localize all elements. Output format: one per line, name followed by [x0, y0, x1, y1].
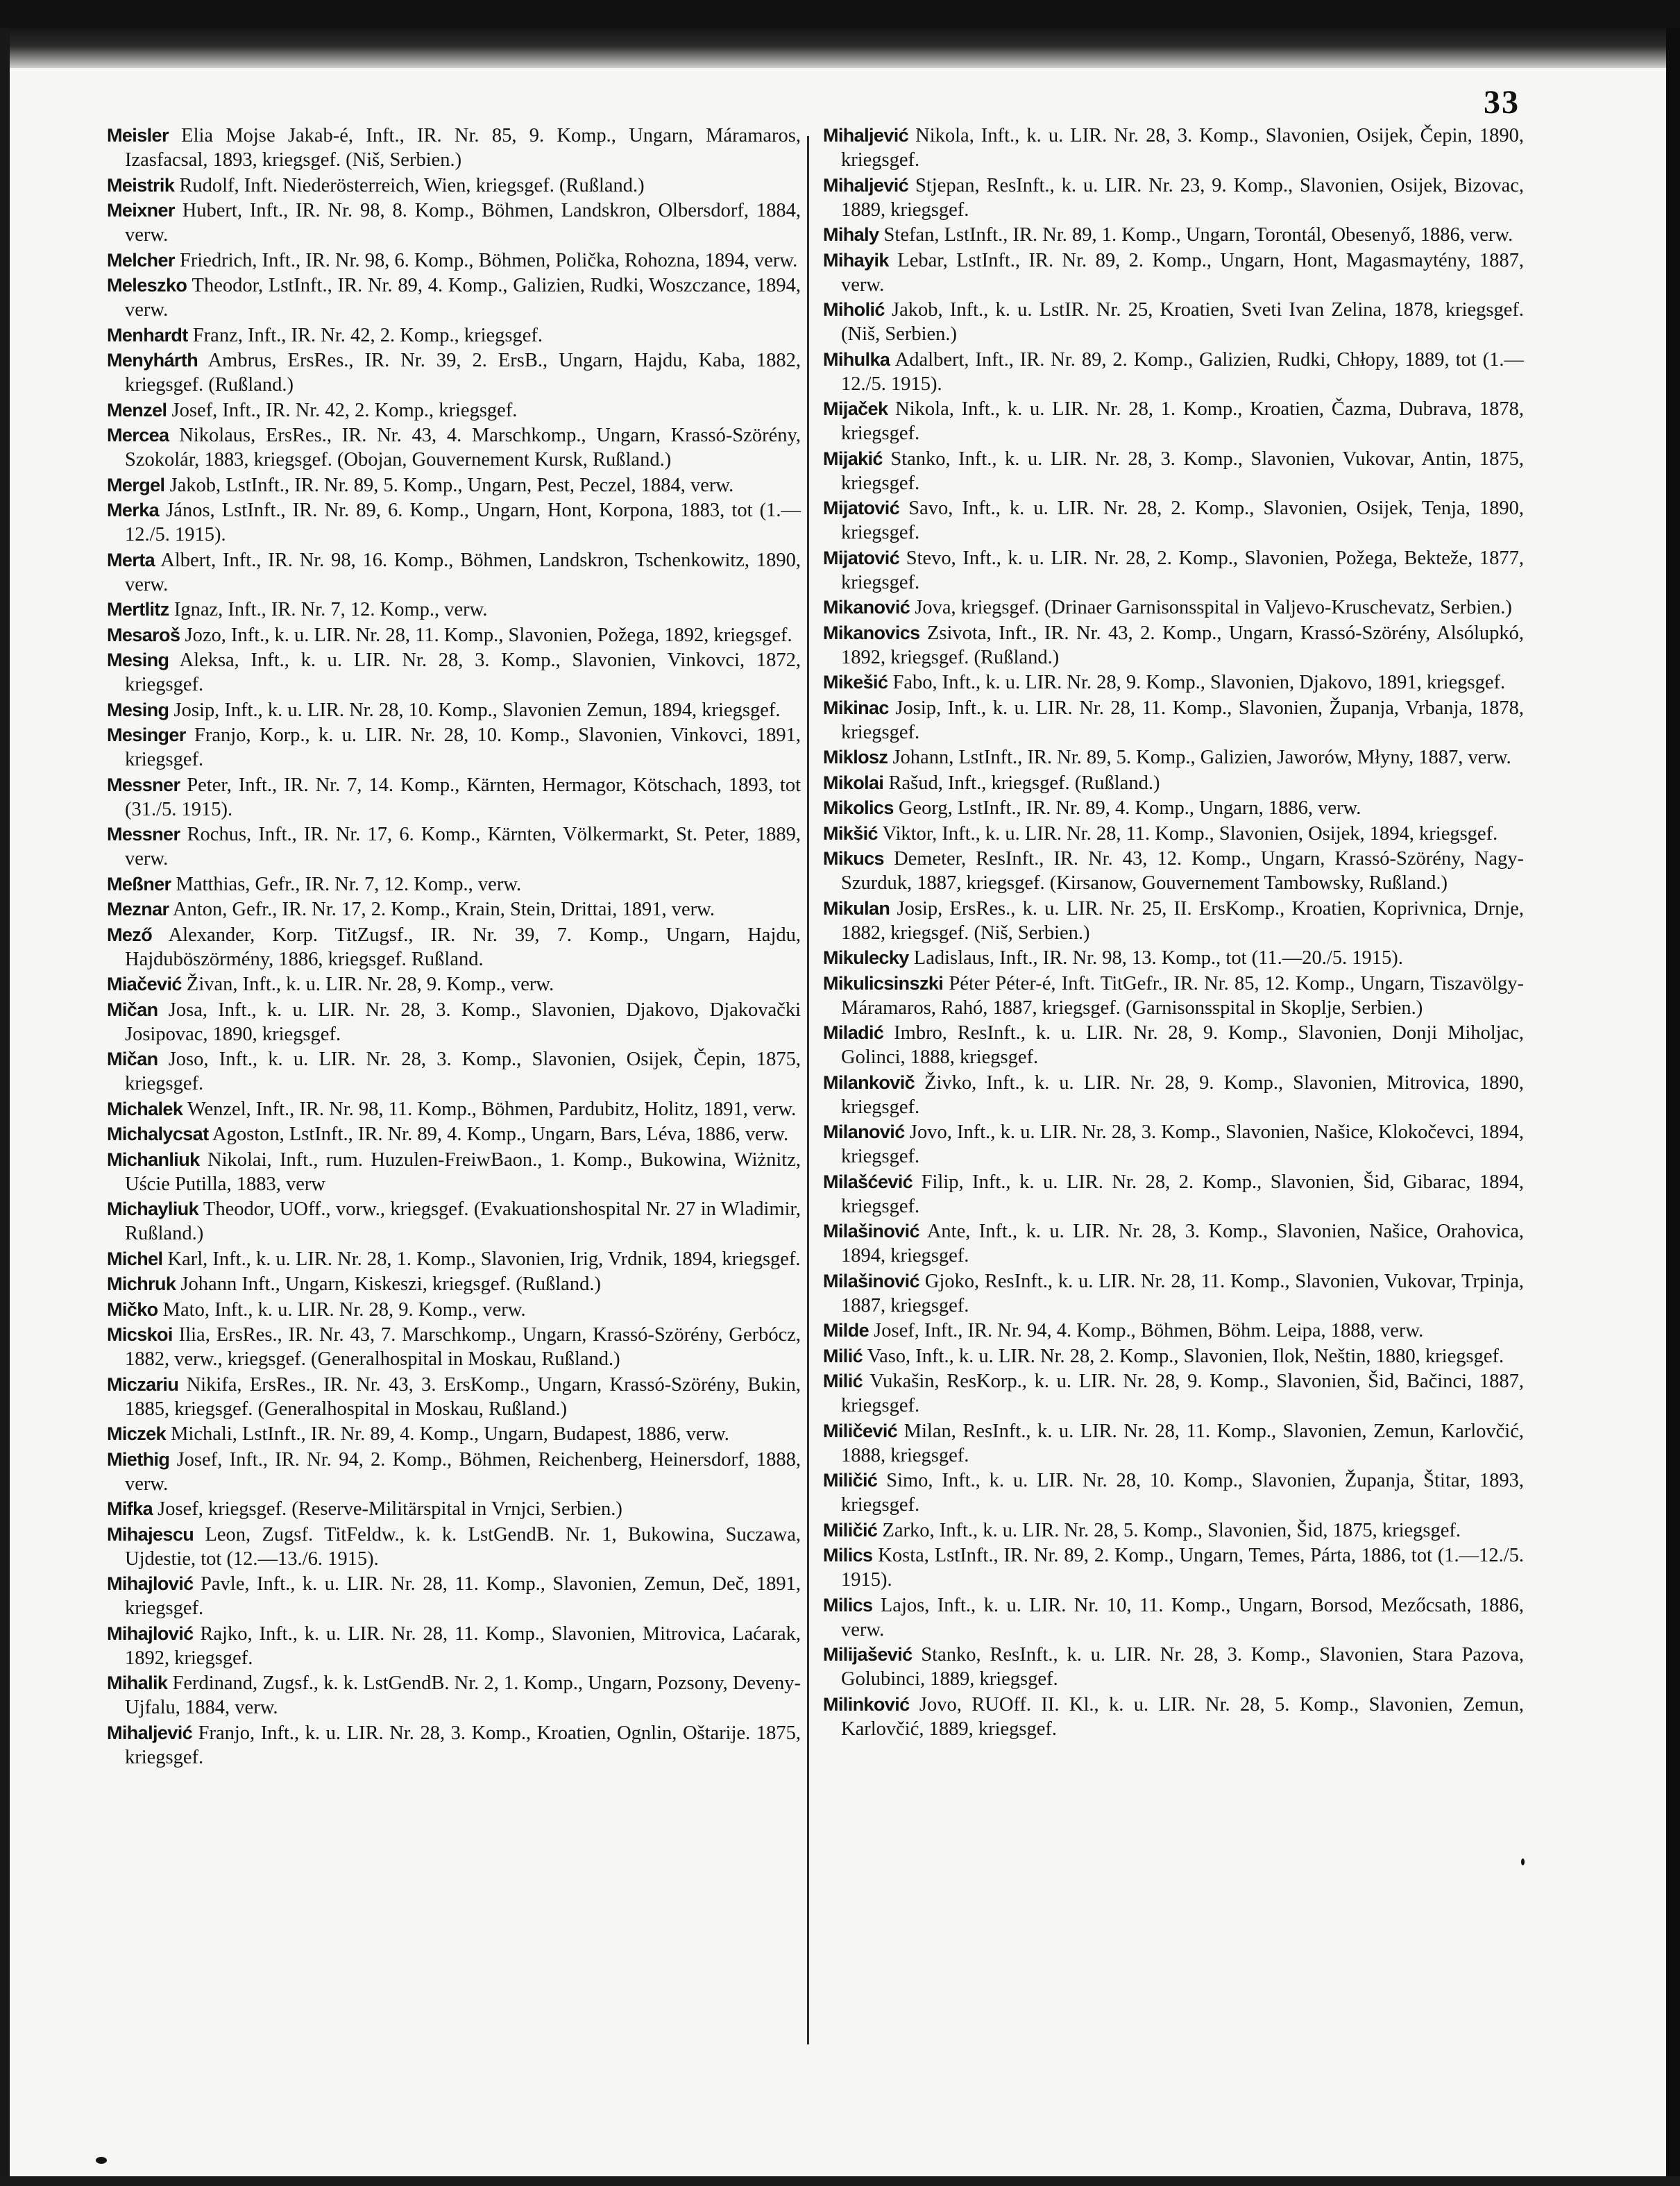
entry-details: Jovo, RUOff. II. Kl., k. u. LIR. Nr. 28, 5. Komp., Slavonien, Zemun, Karlovčić, 1889, kriegsgef. — [841, 1693, 1524, 1740]
entry-surname: Mesing — [107, 699, 169, 720]
register-entry — [107, 1622, 801, 1670]
entry-surname: Mikulecky — [823, 947, 909, 968]
entry-details: Nikola, Inft., k. u. LIR. Nr. 28, 3. Komp., Slavonien, Osijek, Čepin, 1890, kriegsgef. — [841, 125, 1524, 171]
entry-details: Michali, LstInft., IR. Nr. 89, 4. Komp., Ungarn, Budapest, 1886, verw. — [171, 1423, 729, 1445]
entry-details: Stanko, Inft., k. u. LIR. Nr. 28, 3. Komp., Slavonien, Vukovar, Antin, 1875, kriegsgef. — [841, 448, 1525, 494]
register-entry — [107, 1373, 801, 1421]
entry-details: Vukašin, ResKorp., k. u. LIR. Nr. 28, 9. Komp., Slavonien, Šid, Bačinci, 1887, kriegsgef. — [841, 1371, 1524, 1416]
register-entry — [823, 546, 1524, 595]
entry-surname: Meixner — [107, 200, 175, 221]
register-entry — [107, 1497, 801, 1521]
entry-surname: Mihalik — [107, 1672, 168, 1693]
entry-details: Rochus, Inft., IR. Nr. 17, 6. Komp., Kärnten, Völkermarkt, St. Peter, 1889, verw. — [125, 824, 801, 870]
register-entry — [107, 1197, 801, 1246]
entry-details: Ilia, ErsRes., IR. Nr. 43, 7. Marschkomp., Ungarn, Krassó-Szörény, Gerbócz, 1882, verw., kriegsgef. (Generalhospital in Moskau, Rußland.) — [125, 1324, 801, 1370]
entry-surname: Michruk — [107, 1273, 176, 1294]
register-entry — [823, 1269, 1524, 1318]
entry-surname: Mesinger — [107, 725, 186, 745]
register-entry — [823, 298, 1524, 346]
entry-surname: Mergel — [107, 474, 165, 495]
entry-surname: Michel — [107, 1248, 163, 1269]
entry-details: Elia Mojse Jakab-é, Inft., IR. Nr. 85, 9. Komp., Ungarn, Máramaros, Izasfacsal, 1893, kriegsgef. (Niš, Serbien.) — [125, 125, 801, 171]
register-entry — [823, 1120, 1524, 1169]
entry-details: Franjo, Korp., k. u. LIR. Nr. 28, 10. Komp., Slavonien, Vinkovci, 1891, kriegsgef. — [125, 725, 801, 770]
entry-details: Stevo, Inft., k. u. LIR. Nr. 28, 2. Komp., Slavonien, Požega, Bekteže, 1877, kriegsgef. — [841, 547, 1525, 593]
register-entry — [107, 1323, 801, 1371]
register-entry — [823, 897, 1524, 945]
register-entry — [107, 124, 801, 172]
entry-details: Theodor, LstInft., IR. Nr. 89, 4. Komp., Galizien, Rudki, Woszczance, 1894, verw. — [125, 275, 801, 321]
entry-surname: Miladić — [823, 1022, 884, 1043]
entry-surname: Mikanović — [823, 597, 910, 618]
entry-surname: Milanović — [823, 1121, 905, 1142]
entry-surname: Mező — [107, 924, 153, 945]
entry-details: Johann, LstInft., IR. Nr. 89, 5. Komp., Galizien, Jaworów, Młyny, 1887, verw. — [892, 747, 1511, 768]
entry-details: Joso, Inft., k. u. LIR. Nr. 28, 3. Komp., Slavonien, Osijek, Čepin, 1875, kriegsgef. — [125, 1049, 801, 1094]
entry-surname: Mikolai — [823, 772, 884, 793]
entry-surname: Michanliuk — [107, 1149, 200, 1170]
scan-speck — [1521, 1858, 1525, 1865]
entry-details: Demeter, ResInft., IR. Nr. 43, 12. Komp., Ungarn, Krassó-Szörény, Nagy-Szurduk, 1887, kriegsgef. (Kirsanow, Gouvernement Tambowsky, Rußland.) — [841, 848, 1525, 894]
register-entry — [107, 1272, 801, 1296]
register-entry — [823, 1219, 1524, 1268]
entry-details: Simo, Inft., k. u. LIR. Nr. 28, 10. Komp., Slavonien, Županja, Štitar, 1893, kriegsgef. — [841, 1470, 1524, 1516]
register-entry — [823, 447, 1524, 495]
entry-details: Adalbert, Inft., IR. Nr. 89, 2. Komp., Galizien, Rudki, Chłopy, 1889, tot (1.—12./5. 1915). — [841, 348, 1524, 395]
register-entry — [823, 1518, 1524, 1543]
register-entry — [107, 1047, 801, 1096]
entry-details: Josip, ErsRes., k. u. LIR. Nr. 25, II. ErsKomp., Kroatien, Koprivnica, Drnje, 1882, kriegsgef. (Niš, Serbien.) — [841, 897, 1525, 944]
register-entry — [823, 822, 1524, 846]
register-entry — [107, 822, 801, 871]
register-entry — [107, 273, 801, 322]
entry-details: Albert, Inft., IR. Nr. 98, 16. Komp., Böhmen, Landskron, Tschenkowitz, 1890, verw. — [125, 549, 801, 595]
scan-speck — [96, 2157, 107, 2164]
entry-surname: Mihaljević — [823, 174, 909, 196]
register-entry — [823, 223, 1524, 247]
entry-surname: Mikulicsinszki — [823, 972, 944, 994]
entry-surname: Michalek — [107, 1098, 183, 1119]
entry-surname: Milinković — [823, 1693, 910, 1715]
entry-surname: Mihayik — [823, 249, 889, 271]
entry-surname: Mikolics — [823, 797, 894, 818]
entry-surname: Meleszko — [107, 275, 187, 296]
entry-details: Alexander, Korp. TitZugsf., IR. Nr. 39, 7. Komp., Ungarn, Hajdu, Hajduböszörmény, 1886, kriegsgef. Rußland. — [125, 924, 801, 970]
entry-details: Zarko, Inft., k. u. LIR. Nr. 28, 5. Komp., Slavonien, Šid, 1875, kriegsgef. — [882, 1519, 1461, 1541]
entry-surname: Miličić — [823, 1470, 878, 1491]
register-entry — [107, 623, 801, 647]
entry-details: Hubert, Inft., IR. Nr. 98, 8. Komp., Böhmen, Landskron, Olbersdorf, 1884, verw. — [125, 200, 801, 246]
entry-details: Rudolf, Inft. Niederösterreich, Wien, kriegsgef. (Rußland.) — [179, 174, 645, 196]
entry-details: Leon, Zugsf. TitFeldw., k. k. LstGendB. Nr. 1, Bukowina, Suczawa, Ujdestie, tot (12.—13./6. 1915). — [125, 1523, 801, 1570]
register-entry — [107, 648, 801, 697]
entry-surname: Micskoi — [107, 1324, 173, 1345]
entry-surname: Mesing — [107, 650, 169, 670]
register-entry — [107, 773, 801, 822]
register-entry — [107, 698, 801, 722]
register-entry — [823, 771, 1524, 795]
entry-details: Ladislaus, Inft., IR. Nr. 98, 13. Komp., tot (11.—20./5. 1915). — [913, 947, 1403, 969]
entry-surname: Milde — [823, 1320, 869, 1341]
register-entry — [823, 1693, 1524, 1741]
register-entry — [823, 972, 1524, 1020]
register-entry — [823, 946, 1524, 970]
register-entry — [107, 248, 801, 273]
entry-surname: Mihajlović — [107, 1573, 194, 1594]
register-entry — [823, 173, 1524, 222]
register-entry — [107, 473, 801, 498]
entry-surname: Mikšić — [823, 822, 878, 844]
register-entry — [107, 498, 801, 547]
entry-surname: Michalycsat — [107, 1124, 209, 1144]
entry-details: Josef, Inft., IR. Nr. 94, 4. Komp., Böhmen, Böhm. Leipa, 1888, verw. — [874, 1320, 1424, 1341]
entry-surname: Milašinović — [823, 1270, 919, 1291]
entry-surname: Mihajescu — [107, 1523, 194, 1545]
entry-details: Milan, ResInft., k. u. LIR. Nr. 28, 11. Komp., Slavonien, Zemun, Karlovčić, 1888, kriegsgef. — [841, 1420, 1524, 1466]
entry-details: Savo, Inft., k. u. LIR. Nr. 28, 2. Komp., Slavonien, Osijek, Tenja, 1890, kriegsgef. — [841, 498, 1525, 543]
entry-surname: Mikucs — [823, 848, 884, 869]
register-entry — [107, 423, 801, 472]
right-column — [823, 124, 1524, 1742]
register-entry — [823, 745, 1524, 770]
register-entry — [107, 598, 801, 622]
entry-surname: Mihaljević — [823, 125, 909, 146]
entry-surname: Mercea — [107, 425, 169, 446]
entry-details: Zsivota, Inft., IR. Nr. 43, 2. Komp., Ungarn, Krassó-Szörény, Alsólupkó, 1892, kriegsgef. (Rußland.) — [841, 622, 1525, 668]
entry-surname: Meznar — [107, 899, 169, 920]
entry-details: Nikifa, ErsRes., IR. Nr. 43, 3. ErsKomp., Ungarn, Krassó-Szörény, Bukin, 1885, kriegsgef. (Generalhospital in Moskau, Rußland.) — [125, 1373, 801, 1420]
scan-right-edge — [1666, 28, 1680, 2186]
entry-details: Josef, Inft., IR. Nr. 94, 2. Komp., Böhmen, Reichenberg, Heinersdorf, 1888, verw. — [125, 1448, 801, 1495]
entry-details: Lajos, Inft., k. u. LIR. Nr. 10, 11. Komp., Ungarn, Borsod, Mezőcsath, 1886, verw. — [841, 1594, 1524, 1641]
register-entry — [107, 398, 801, 423]
entry-details: Stefan, LstInft., IR. Nr. 89, 1. Komp., Ungarn, Torontál, Obesenyő, 1886, verw. — [883, 224, 1513, 246]
entry-surname: Mijakić — [823, 448, 883, 469]
entry-surname: Michayliuk — [107, 1198, 199, 1219]
register-entry — [107, 348, 801, 397]
entry-details: Pavle, Inft., k. u. LIR. Nr. 28, 11. Komp., Slavonien, Zemun, Deč, 1891, kriegsgef. — [125, 1573, 801, 1619]
register-entry — [823, 1369, 1524, 1418]
entry-surname: Milics — [823, 1545, 873, 1566]
register-entry — [823, 595, 1524, 620]
entry-surname: Merka — [107, 500, 160, 520]
entry-details: Josef, kriegsgef. (Reserve-Militärspital in Vrnjci, Serbien.) — [158, 1498, 622, 1520]
entry-surname: Milics — [823, 1594, 873, 1616]
entry-surname: Mičko — [107, 1298, 158, 1320]
entry-surname: Miličić — [823, 1519, 878, 1541]
entry-details: Theodor, UOff., vorw., kriegsgef. (Evakuationshospital Nr. 27 in Wladimir, Rußland.) — [125, 1198, 801, 1244]
entry-details: Ferdinand, Zugsf., k. k. LstGendB. Nr. 2, 1. Komp., Ungarn, Pozsony, Deveny-Ujfalu, 1884, verw. — [125, 1672, 801, 1718]
entry-details: János, LstInft., IR. Nr. 89, 6. Komp., Ungarn, Hont, Korpona, 1883, tot (1.—12./5. 1915). — [125, 500, 801, 545]
entry-surname: Miličević — [823, 1420, 898, 1441]
entry-surname: Menyhárth — [107, 350, 198, 371]
entry-details: Živko, Inft., k. u. LIR. Nr. 28, 9. Komp., Slavonien, Mitrovica, 1890, kriegsgef. — [841, 1071, 1524, 1118]
register-entry — [823, 1344, 1524, 1369]
register-entry — [823, 1419, 1524, 1468]
entry-details: Franz, Inft., IR. Nr. 42, 2. Komp., kriegsgef. — [192, 324, 543, 346]
entry-surname: Messner — [107, 774, 180, 795]
entry-surname: Mikulan — [823, 897, 890, 919]
register-entry — [107, 1671, 801, 1720]
register-entry — [107, 1523, 801, 1571]
entry-details: Lebar, LstInft., IR. Nr. 89, 2. Komp., Ungarn, Hont, Magasmaytény, 1887, verw. — [841, 249, 1524, 296]
register-entry — [823, 1170, 1524, 1219]
register-entry — [107, 1247, 801, 1271]
register-entry — [823, 696, 1524, 745]
entry-details: Matthias, Gefr., IR. Nr. 7, 12. Komp., verw. — [176, 873, 522, 895]
scan-bottom-edge — [0, 2176, 1680, 2186]
entry-surname: Milić — [823, 1371, 863, 1391]
entry-surname: Milijašević — [823, 1644, 913, 1665]
register-entry — [107, 1148, 801, 1196]
entry-details: Anton, Gefr., IR. Nr. 17, 2. Komp., Krain, Stein, Drittai, 1891, verw. — [173, 899, 715, 920]
entry-surname: Mičan — [107, 999, 158, 1020]
register-entry — [823, 1593, 1524, 1642]
scan-top-shadow — [0, 28, 1680, 68]
register-entry — [823, 1468, 1524, 1517]
entry-details: Karl, Inft., k. u. LIR. Nr. 28, 1. Komp., Slavonien, Irig, Vrdnik, 1894, kriegsgef. — [167, 1248, 801, 1270]
entry-details: Imbro, ResInft., k. u. LIR. Nr. 28, 9. Komp., Slavonien, Donji Miholjac, Golinci, 1888, kriegsgef. — [841, 1022, 1525, 1068]
register-entry — [107, 173, 801, 198]
entry-surname: Mihajlović — [107, 1622, 194, 1644]
entry-surname: Meistrik — [107, 174, 175, 196]
entry-surname: Mičan — [107, 1049, 158, 1069]
entry-details: Ambrus, ErsRes., IR. Nr. 39, 2. ErsB., Ungarn, Hajdu, Kaba, 1882, kriegsgef. (Rußland.) — [125, 350, 801, 396]
entry-details: Wenzel, Inft., IR. Nr. 98, 11. Komp., Böhmen, Pardubitz, Holitz, 1891, verw. — [187, 1098, 797, 1120]
scan-left-edge — [0, 28, 10, 2186]
register-entry — [107, 323, 801, 348]
register-entry — [823, 348, 1524, 396]
register-entry — [107, 1122, 801, 1146]
page-number: 33 — [1484, 84, 1520, 121]
entry-surname: Mihulka — [823, 348, 890, 370]
entry-surname: Melcher — [107, 249, 175, 271]
register-entry — [823, 124, 1524, 172]
register-entry — [107, 923, 801, 972]
entry-details: Stanko, ResInft., k. u. LIR. Nr. 28, 3. Komp., Slavonien, Stara Pazova, Golubinci, 1889, kriegsgef. — [841, 1644, 1524, 1690]
entry-details: Jova, kriegsgef. (Drinaer Garnisonsspital in Valjevo-Kruschevatz, Serbien.) — [915, 597, 1512, 618]
entry-details: Jozo, Inft., k. u. LIR. Nr. 28, 11. Komp., Slavonien, Požega, 1892, kriegsgef. — [185, 624, 792, 646]
entry-surname: Milić — [823, 1345, 863, 1366]
entry-details: Josef, Inft., IR. Nr. 42, 2. Komp., kriegsgef. — [171, 399, 518, 421]
entry-details: Viktor, Inft., k. u. LIR. Nr. 28, 11. Komp., Slavonien, Osijek, 1894, kriegsgef. — [882, 822, 1498, 845]
entry-details: Kosta, LstInft., IR. Nr. 89, 2. Komp., Ungarn, Temes, Párta, 1886, tot (1.—12./5. 1915). — [841, 1545, 1524, 1591]
register-entry — [823, 621, 1524, 670]
entry-surname: Miholić — [823, 299, 885, 320]
entry-details: Vaso, Inft., k. u. LIR. Nr. 28, 2. Komp., Slavonien, Ilok, Neštin, 1880, kriegsgef. — [867, 1345, 1504, 1367]
entry-surname: Milašćević — [823, 1171, 913, 1192]
entry-details: Ante, Inft., k. u. LIR. Nr. 28, 3. Komp., Slavonien, Našice, Orahovica, 1894, kriegsgef. — [841, 1221, 1524, 1266]
entry-surname: Menzel — [107, 399, 167, 421]
entry-surname: Miczek — [107, 1423, 166, 1444]
entry-surname: Mihaljević — [107, 1722, 193, 1743]
entry-surname: Messner — [107, 824, 180, 845]
register-entry — [823, 670, 1524, 695]
entry-details: Jakob, Inft., k. u. LstIR. Nr. 25, Kroatien, Sveti Ivan Zelina, 1878, kriegsgef. (Niš, Serbien.) — [841, 299, 1524, 345]
entry-surname: Mijatović — [823, 498, 900, 518]
register-entry — [823, 1071, 1524, 1119]
entry-details: Jakob, LstInft., IR. Nr. 89, 5. Komp., Ungarn, Pest, Peczel, 1884, verw. — [169, 474, 734, 496]
entry-surname: Mijatović — [823, 547, 900, 568]
entry-details: Rašud, Inft., kriegsgef. (Rußland.) — [888, 772, 1160, 794]
entry-surname: Mijaček — [823, 398, 888, 419]
register-entry — [107, 1097, 801, 1121]
register-entry — [823, 1543, 1524, 1592]
entry-details: Rajko, Inft., k. u. LIR. Nr. 28, 11. Komp., Slavonien, Mitrovica, Laćarak, 1892, kriegsgef. — [125, 1622, 801, 1669]
entry-surname: Mikešić — [823, 672, 888, 693]
left-column — [107, 124, 801, 1770]
entry-surname: Mifka — [107, 1498, 153, 1519]
register-entry — [823, 1319, 1524, 1343]
entry-surname: Milašinović — [823, 1221, 919, 1242]
register-entry — [823, 248, 1524, 297]
register-entry — [107, 1448, 801, 1496]
register-entry — [107, 198, 801, 247]
entry-details: Johann Inft., Ungarn, Kiskeszi, kriegsgef. (Rußland.) — [180, 1273, 601, 1295]
entry-surname: Milankovič — [823, 1071, 915, 1093]
entry-details: Nikolaus, ErsRes., IR. Nr. 43, 4. Marschkomp., Ungarn, Krassó-Szörény, Szokolár, 1883, kriegsgef. (Obojan, Gouvernement Kursk, Rußland.) — [125, 425, 801, 471]
entry-details: Franjo, Inft., k. u. LIR. Nr. 28, 3. Komp., Kroatien, Ognlin, Oštarije. 1875, kriegsgef. — [125, 1722, 801, 1768]
entry-details: Mato, Inft., k. u. LIR. Nr. 28, 9. Komp., verw. — [162, 1298, 526, 1321]
register-entry — [107, 897, 801, 922]
entry-details: Ignaz, Inft., IR. Nr. 7, 12. Komp., verw. — [173, 599, 488, 620]
entry-details: Nikolai, Inft., rum. Huzulen-FreiwBaon., 1. Komp., Bukowina, Wiżnitz, Uście Putilla, 1883, verw — [125, 1149, 801, 1195]
entry-details: Georg, LstInft., IR. Nr. 89, 4. Komp., Ungarn, 1886, verw. — [898, 797, 1361, 819]
entry-surname: Meisler — [107, 125, 169, 146]
register-entry — [823, 1021, 1524, 1069]
register-entry — [823, 496, 1524, 545]
entry-details: Živan, Inft., k. u. LIR. Nr. 28, 9. Komp., verw. — [186, 974, 554, 995]
entry-details: Josip, Inft., k. u. LIR. Nr. 28, 10. Komp., Slavonien Zemun, 1894, kriegsgef. — [173, 699, 781, 721]
entry-details: Friedrich, Inft., IR. Nr. 98, 6. Komp., Böhmen, Polička, Rohozna, 1894, verw. — [179, 249, 798, 271]
entry-details: Josip, Inft., k. u. LIR. Nr. 28, 11. Komp., Slavonien, Županja, Vrbanja, 1878, kriegsgef. — [841, 697, 1524, 743]
entry-surname: Mesaroš — [107, 624, 180, 645]
entry-details: Aleksa, Inft., k. u. LIR. Nr. 28, 3. Komp., Slavonien, Vinkovci, 1872, kriegsgef. — [125, 650, 801, 695]
entry-surname: Miačević — [107, 974, 182, 994]
register-entry — [107, 1721, 801, 1770]
entry-surname: Mertlitz — [107, 599, 169, 620]
entry-surname: Miklosz — [823, 747, 888, 768]
entry-details: Stjepan, ResInft., k. u. LIR. Nr. 23, 9. Komp., Slavonien, Osijek, Bizovac, 1889, kriegsgef. — [841, 174, 1524, 221]
register-entry — [107, 1422, 801, 1446]
entry-details: Agoston, LstInft., IR. Nr. 89, 4. Komp., Ungarn, Bars, Léva, 1886, verw. — [212, 1124, 789, 1145]
register-entry — [107, 872, 801, 897]
register-entry — [823, 796, 1524, 820]
entry-details: Nikola, Inft., k. u. LIR. Nr. 28, 1. Komp., Kroatien, Čazma, Dubrava, 1878, kriegsgef. — [841, 398, 1525, 444]
entry-surname: Merta — [107, 549, 155, 570]
entry-details: Gjoko, ResInft., k. u. LIR. Nr. 28, 11. Komp., Slavonien, Vukovar, Trpinja, 1887, kriegsgef. — [841, 1270, 1524, 1316]
entry-surname: Mikinac — [823, 697, 889, 718]
entry-details: Peter, Inft., IR. Nr. 7, 14. Komp., Kärnten, Hermagor, Kötschach, 1893, tot (31./5. 1915). — [125, 774, 801, 820]
register-entry — [107, 998, 801, 1047]
entry-surname: Mihaly — [823, 224, 879, 245]
entry-details: Fabo, Inft., k. u. LIR. Nr. 28, 9. Komp., Slavonien, Djakovo, 1891, kriegsgef. — [892, 672, 1506, 693]
register-entry — [107, 972, 801, 997]
register-entry — [823, 397, 1524, 446]
register-entry — [107, 723, 801, 772]
register-entry — [107, 548, 801, 597]
entry-details: Josa, Inft., k. u. LIR. Nr. 28, 3. Komp., Slavonien, Djakovo, Djakovački Josipovac, 1890, kriegsgef. — [125, 999, 801, 1045]
register-entry — [107, 1572, 801, 1620]
entry-surname: Miczariu — [107, 1373, 179, 1395]
entry-details: Filip, Inft., k. u. LIR. Nr. 28, 2. Komp., Slavonien, Šid, Gibarac, 1894, kriegsgef. — [841, 1171, 1525, 1217]
entry-surname: Mikanovics — [823, 622, 920, 643]
entry-surname: Meßner — [107, 873, 171, 895]
register-entry — [823, 847, 1524, 895]
column-divider — [807, 136, 809, 2044]
register-entry — [107, 1298, 801, 1322]
register-entry — [823, 1643, 1524, 1691]
entry-surname: Miethig — [107, 1448, 170, 1470]
entry-details: Jovo, Inft., k. u. LIR. Nr. 28, 3. Komp., Slavonien, Našice, Klokočevci, 1894, kriegsgef. — [841, 1121, 1525, 1167]
entry-details: Péter Péter-é, Inft. TitGefr., IR. Nr. 85, 12. Komp., Ungarn, Tiszavölgy-Máramaros, Rahó, 1887, kriegsgef. (Garnisonsspital in Skoplje, Serbien.) — [841, 972, 1524, 1019]
entry-surname: Menhardt — [107, 324, 188, 346]
